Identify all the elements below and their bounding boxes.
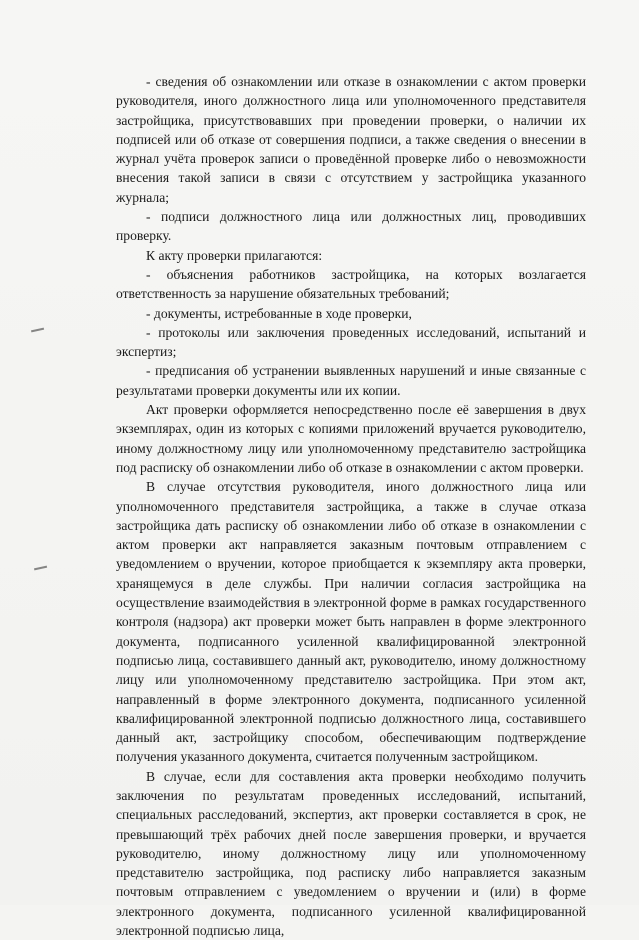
- paragraph: - объяснения работников застройщика, на которых возлагается ответственность за нарушение обязательных требований;: [116, 266, 586, 302]
- paragraph: - подписи должностного лица или должностных лиц, проводивших проверку.: [116, 209, 586, 244]
- margin-mark: [31, 328, 44, 332]
- paragraph: - документы, истребованные в ходе проверки,: [146, 305, 412, 321]
- paragraph: В случае, если для составления акта проверки необходимо получить заключения по результатам проведенных исследований, испытаний, специальных расследований, экспертиз, акт проверки составляется в срок, не превышающий трёх рабочих дней после завершения проверки, и вручается руководителю, иному должностному лицу или уполномоченному представителю застройщика, под расписку либо направляется заказным почтовым отправлением с уведомлением о вручении и (или) в форме электронного документа, подписанного усиленной квалифицированной электронной подписью лица,: [116, 768, 586, 939]
- paragraph: - предписания об устранении выявленных нарушений и иные связанные с результатами проверки документы или их копии.: [116, 363, 586, 398]
- paragraph: Акт проверки оформляется непосредственно после её завершения в двух экземплярах, один из которых с копиями приложений вручается руководителю, иному должностному лицу или уполномоченному представителю застройщика под расписку об ознакомлении либо об отказе в ознакомлении с актом проверки.: [116, 402, 586, 475]
- paragraph: К акту проверки прилагаются:: [146, 247, 323, 263]
- paragraph: - сведения об ознакомлении или отказе в ознакомлении с актом проверки руководителя, иного должностного лица или уполномоченного представителя застройщика, присутствовавших при проведении проверки, о наличии их подписей или об отказе от совершения подписи, а также сведения о внесении в журнал учёта проверок записи о проведённой проверке либо о невозможности внесения такой записи в связи с отсутствием у застройщика указанного журнала;: [116, 74, 586, 205]
- margin-mark: [34, 566, 47, 570]
- paragraph: - протоколы или заключения проведенных исследований, испытаний и экспертиз;: [116, 324, 586, 360]
- document-body: [116, 72, 586, 940]
- paragraph: В случае отсутствия руководителя, иного должностного лица или уполномоченного представителя застройщика, а также в случае отказа застройщика дать расписку об ознакомлении либо об отказе в ознакомлении с актом проверки акт направляется заказным почтовым отправлением с уведомлением о вручении, которое приобщается к экземпляру акта проверки, хранящемуся в деле службы. При наличии согласия застройщика на осуществление взаимодействия в электронной форме в рамках государственного контроля (надзора) акт проверки может быть направлен в форме электронного документа, подписанного усиленной квалифицированной электронной подписью лица, составившего данный акт, руководителю, иному должностному лицу или уполномоченному представителю застройщика. При этом акт, направленный в форме электронного документа, подписанного усиленной квалифицированной электронной подписью должностного лица, составившего данный акт, застройщику способом, обеспечивающим подтверждение получения указанного документа, считается полученным застройщиком.: [116, 479, 586, 765]
